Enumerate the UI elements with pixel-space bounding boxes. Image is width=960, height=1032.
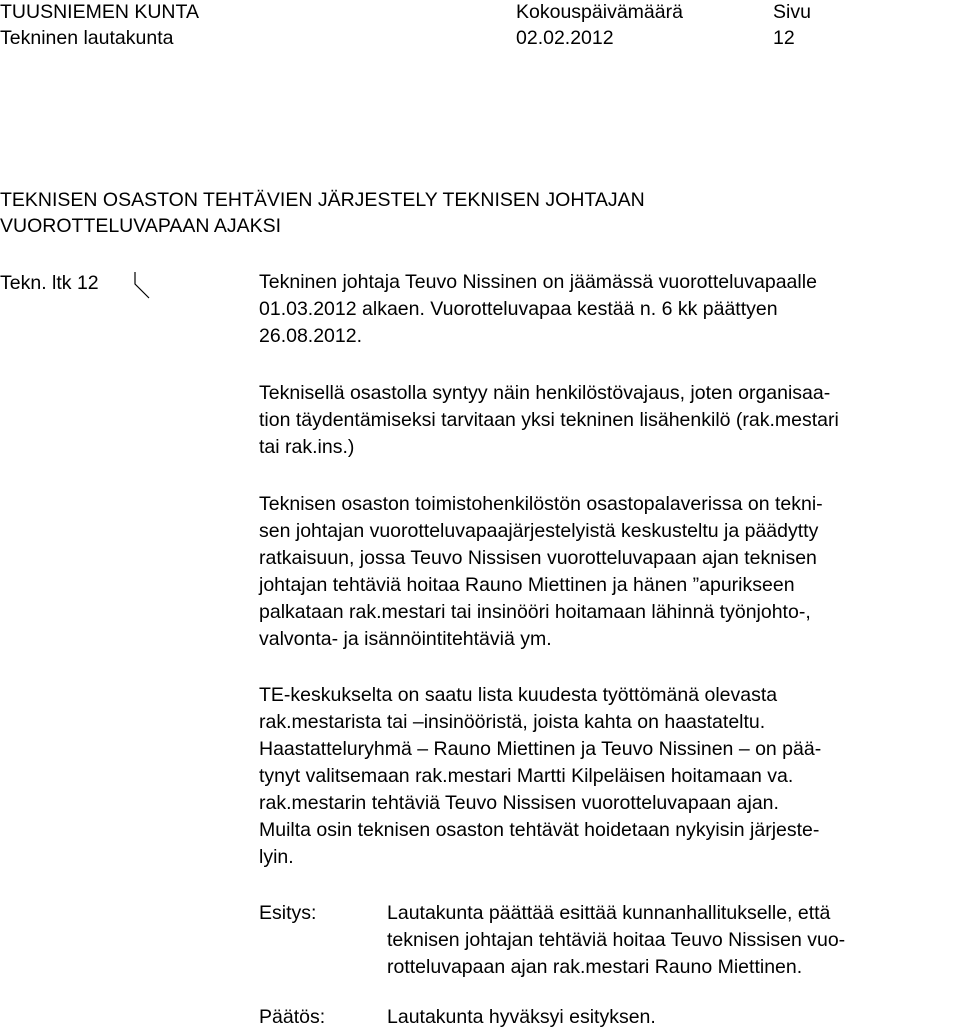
proposal-line: rotteluvapaan ajan rak.mestari Rauno Miettinen.: [387, 956, 803, 978]
paragraph-line: TE-keskukselta on saatu lista kuudesta työttömänä olevasta: [259, 684, 778, 706]
proposal-line: Lautakunta päättää esittää kunnanhallitukselle, että: [387, 902, 831, 924]
page-number: 12: [773, 27, 795, 49]
paragraph-line: tion täydentämiseksi tarvitaan yksi tekninen lisähenkilö (rak.mestari: [259, 409, 839, 431]
paragraph-line: Haastatteluryhmä – Rauno Miettinen ja Teuvo Nissinen – on pää-: [259, 738, 822, 760]
section-title-line-2: VUOROTTELUVAPAAN AJAKSI: [0, 215, 282, 237]
paragraph-line: tynyt valitsemaan rak.mestari Martti Kilpeläisen hoitamaan va.: [259, 765, 794, 787]
paragraph-line: 01.03.2012 alkaen. Vuorotteluvapaa kestää n. 6 kk päättyen: [259, 298, 778, 320]
paragraph-line: palkataan rak.mestari tai insinööri hoitamaan lähinnä työnjohto-,: [259, 601, 811, 623]
reference-label: Tekn. ltk 12: [0, 272, 99, 294]
proposal-line: teknisen johtajan tehtäviä hoitaa Teuvo Nissisen vuo-: [387, 929, 846, 951]
paragraph-line: valvonta- ja isännöintitehtäviä ym.: [259, 628, 552, 650]
org-name: TUUSNIEMEN KUNTA: [0, 1, 199, 23]
paragraph-line: rak.mestarin tehtäviä Teuvo Nissisen vuorotteluvapaan ajan.: [259, 792, 779, 814]
paragraph-line: sen johtajan vuorotteluvapaajärjestelyistä keskusteltu ja päädytty: [259, 520, 819, 542]
meeting-date-value: 02.02.2012: [516, 27, 614, 49]
paragraph-line: rak.mestarista tai –insinööristä, joista kahta on haastateltu.: [259, 711, 766, 733]
paragraph-line: johtajan tehtäviä hoitaa Rauno Miettinen ja hänen ”apurikseen: [259, 574, 795, 596]
committee-name: Tekninen lautakunta: [0, 27, 174, 49]
paragraph-line: Teknisen osaston toimistohenkilöstön osastopalaverissa on tekni-: [259, 493, 823, 515]
paragraph-line: Tekninen johtaja Teuvo Nissinen on jäämässä vuorotteluvapaalle: [259, 271, 817, 293]
paragraph-line: Muilta osin teknisen osaston tehtävät hoidetaan nykyisin järjeste-: [259, 819, 820, 841]
meeting-date-label: Kokouspäivämäärä: [516, 1, 683, 23]
paragraph-line: ratkaisuun, jossa Teuvo Nissisen vuorotteluvapaan ajan teknisen: [259, 547, 817, 569]
paragraph-line: Teknisellä osastolla syntyy näin henkilöstövajaus, joten organisaa-: [259, 382, 831, 404]
paragraph-line: lyin.: [259, 846, 294, 868]
section-title-line-1: TEKNISEN OSASTON TEHTÄVIEN JÄRJESTELY TEKNISEN JOHTAJAN: [0, 189, 645, 211]
paragraph-line: tai rak.ins.): [259, 436, 355, 458]
paragraph-line: 26.08.2012.: [259, 325, 363, 347]
decision-text: Lautakunta hyväksyi esityksen.: [387, 1006, 656, 1028]
decision-label: Päätös:: [259, 1006, 326, 1028]
section-mark-icon: [132, 270, 152, 300]
page-label: Sivu: [773, 1, 811, 23]
proposal-label: Esitys:: [259, 902, 317, 924]
